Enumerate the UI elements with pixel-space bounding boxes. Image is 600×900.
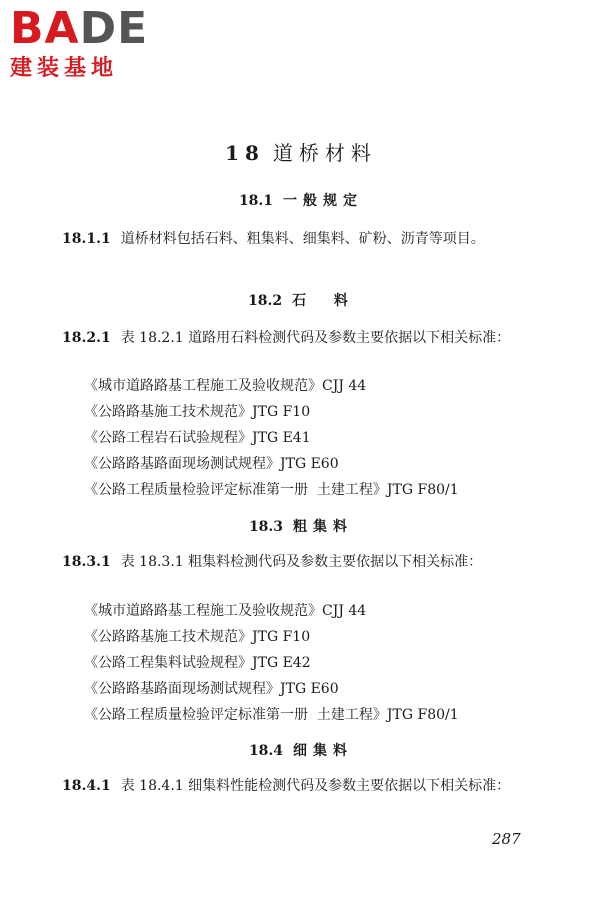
- reference-item: 《城市道路路基工程施工及验收规范》CJJ 44: [84, 603, 367, 619]
- logo-subtitle: 建装基地: [10, 56, 119, 81]
- chapter-name: 道桥材料: [272, 141, 377, 165]
- reference-item: 《公路路基施工技术规范》JTG F10: [84, 629, 311, 645]
- section-heading-18-2: 18.2 石 料: [248, 293, 354, 309]
- reference-item: 《公路工程集料试验规程》JTG E42: [84, 655, 311, 671]
- chapter-title: [62, 137, 540, 166]
- section-heading-18-1: 18.1 一般规定: [238, 193, 364, 209]
- chapter-number: 18: [225, 141, 265, 165]
- reference-item: 《公路工程质量检验评定标准第一册 土建工程》JTG F80/1: [84, 707, 459, 723]
- clause-18-4-1: 18.4.1 表 18.4.1 细集料性能检测代码及参数主要依据以下相关标准：: [62, 778, 511, 794]
- clause-18-1-1: 18.1.1 道桥材料包括石料、粗集料、细集料、矿粉、沥青等项目。: [62, 231, 485, 247]
- reference-item: 《公路路基路面现场测试规程》JTG E60: [84, 681, 339, 697]
- clause-18-3-1: 18.3.1 表 18.3.1 粗集料检测代码及参数主要依据以下相关标准：: [62, 554, 483, 570]
- reference-item: 《公路工程质量检验评定标准第一册 土建工程》JTG F80/1: [84, 482, 459, 498]
- clause-18-2-1: 18.2.1 表 18.2.1 道路用石料检测代码及参数主要依据以下相关标准：: [62, 330, 511, 346]
- section-heading-18-3: 18.3 粗集料: [248, 519, 354, 535]
- reference-item: 《公路路基路面现场测试规程》JTG E60: [84, 456, 339, 472]
- reference-item: 《城市道路路基工程施工及验收规范》CJJ 44: [84, 378, 367, 394]
- reference-item: 《公路路基施工技术规范》JTG F10: [84, 404, 311, 420]
- section-heading-18-4: 18.4 细集料: [248, 743, 354, 759]
- logo-wordmark: BADE: [10, 3, 149, 54]
- reference-item: 《公路工程岩石试验规程》JTG E41: [84, 430, 311, 446]
- bade-logo: [10, 3, 180, 82]
- page-number: 287: [492, 830, 521, 848]
